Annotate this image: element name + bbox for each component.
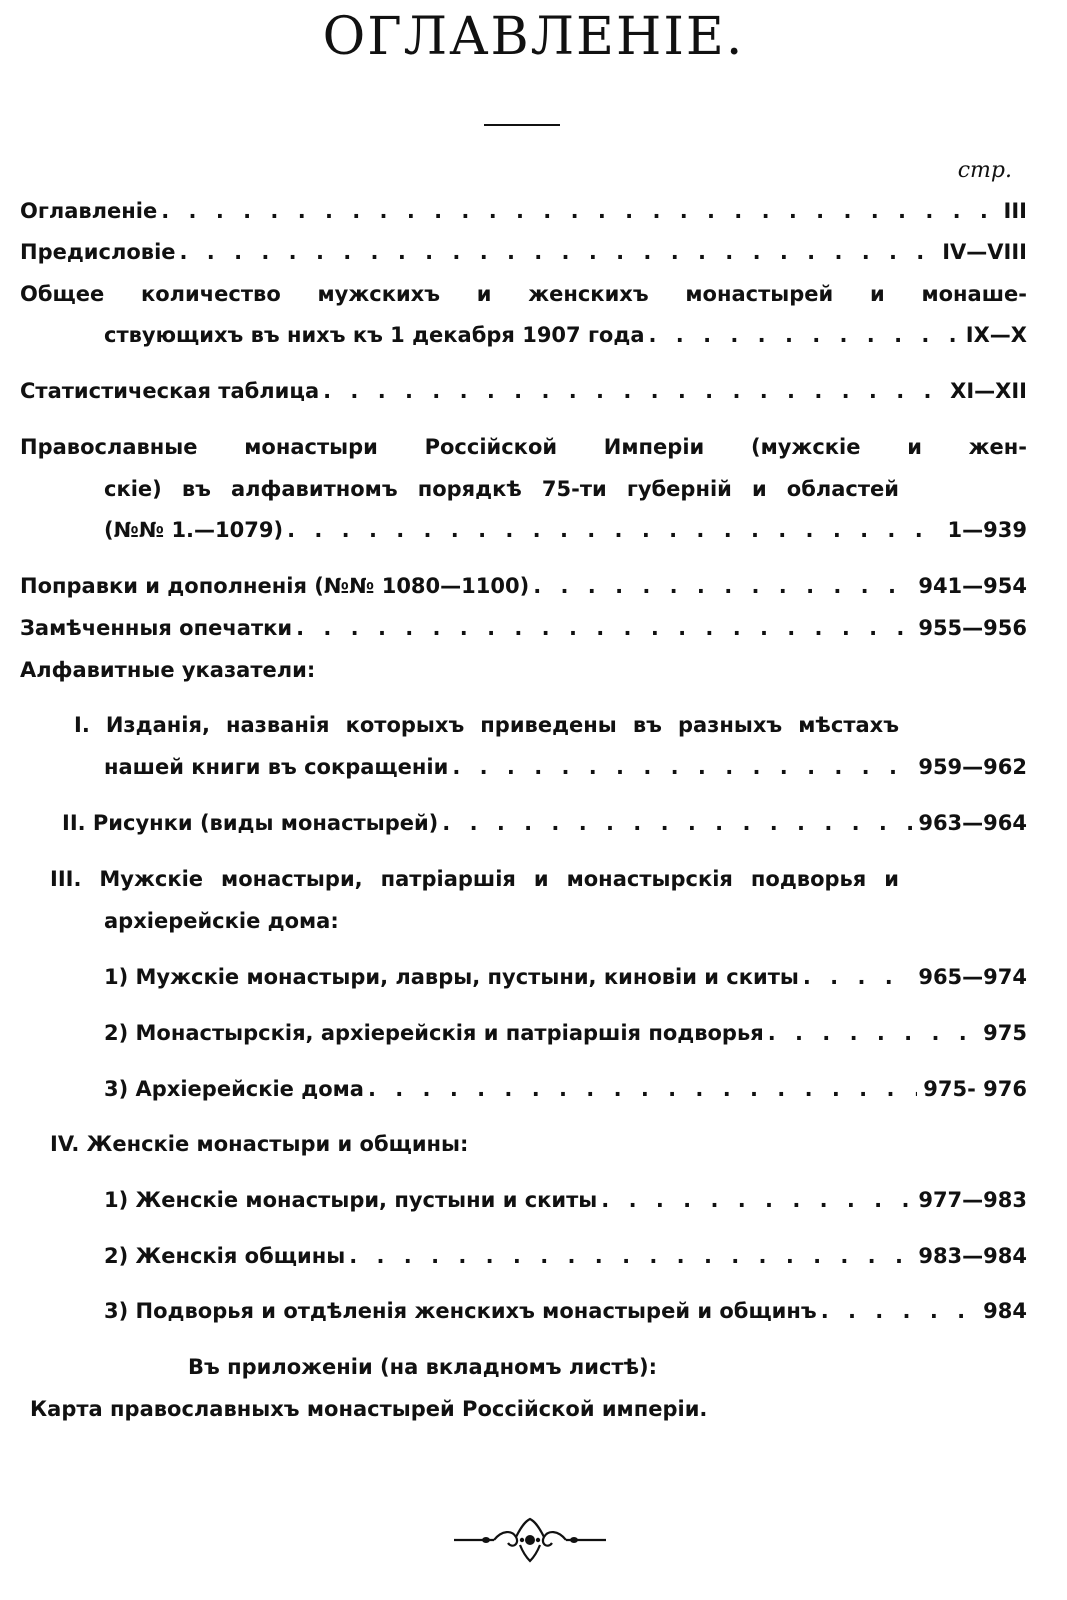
toc-entry-page: 984 [983,1299,1027,1323]
toc-entry-title: (№№ 1.—1079) [104,518,284,542]
toc-section-ukazateli: Алфавитные указатели: [20,658,316,682]
toc-entry-page: 975 [983,1021,1027,1045]
toc-entry-page: IV—VIII [942,240,1027,264]
toc-entry-i [104,751,1027,783]
toc-entry-title: Оглавленіе [20,199,158,223]
toc-entry-page: 983—984 [918,1244,1027,1268]
dot-leader [649,319,960,351]
toc-entry-title: 2) Монастырскія, архіерейскія и патріаршія подворья [104,1021,764,1045]
toc-entry-stat-tablica [20,375,1027,407]
toc-entry-page: 965—974 [918,965,1027,989]
toc-entry-iv-3 [104,1295,1027,1327]
toc-entry-title: 3) Подворья и отдѣленія женскихъ монастырей и общинъ [104,1299,817,1323]
toc-entry-title: Статистическая таблица [20,379,320,403]
toc-entry-iv-2 [104,1240,1027,1272]
toc-entry-title: Предисловіе [20,240,176,264]
toc-entry-iii-1 [104,961,1027,993]
toc-entry-title: 1) Женскіе монастыри, пустыни и скиты [104,1188,598,1212]
toc-entry-iii-line1: III. Мужскіе монастыри, патріаршія и монастырскія подворья и [50,867,899,891]
toc-entry-page: III [1003,199,1027,223]
toc-entry-page: IX—X [965,323,1027,347]
toc-entry-predislovie [20,236,1027,268]
dot-leader [768,1017,977,1049]
toc-entry-title: Поправки и дополненія (№№ 1080—1100) [20,574,530,598]
toc-entry-iii-3 [104,1073,1027,1105]
toc-entry-page: 963—964 [918,811,1027,835]
toc-entry-opechatki [20,612,1027,644]
toc-entry-title: 3) Архіерейскіе дома [104,1077,364,1101]
title-rule [484,124,560,126]
dot-leader [296,612,912,644]
toc-entry-iii-2 [104,1017,1027,1049]
toc-entry-oglavlenie [20,195,1027,227]
dot-leader [452,751,912,783]
toc-entry-pravoslavnye [104,514,1027,546]
toc-entry-iv: IV. Женскіе монастыри и общины: [50,1132,469,1156]
page-title: ОГЛАВЛЕНІЕ. [322,7,745,67]
toc-entry-pravoslavnye-line2: скіе) въ алфавитномъ порядкѣ 75-ти губерній и областей [104,477,899,501]
toc-entry-page: 955—956 [918,616,1027,640]
dot-leader [533,570,912,602]
toc-entry-obshchee-line1: Общее количество мужскихъ и женскихъ монастырей и монаше- [20,282,1027,306]
dot-leader [821,1295,977,1327]
toc-entry-iii-line2: архіерейскіе дома: [104,909,339,933]
toc-entry-title: II. Рисунки (виды монастырей) [62,811,439,835]
toc-entry-popravki [20,570,1027,602]
page-column-header: стр. [957,158,1012,183]
toc-entry-pravoslavnye-line1: Православные монастыри Россійской Имперіи (мужскіе и жен- [20,435,1027,459]
appendix-heading: Въ приложеніи (на вкладномъ листѣ): [188,1355,658,1379]
dot-leader [180,236,937,268]
appendix-item: Карта православныхъ монастырей Россійской имперіи. [30,1397,708,1421]
dot-leader [601,1184,912,1216]
dot-leader [287,514,941,546]
dot-leader [323,375,944,407]
toc-entry-page: 975- 976 [923,1077,1027,1101]
toc-entry-page: 1—939 [947,518,1027,542]
toc-entry-title: 1) Мужскіе монастыри, лавры, пустыни, киновіи и скиты [104,965,799,989]
toc-entry-ii [62,807,1027,839]
dot-leader [803,961,912,993]
toc-entry-page: 977—983 [918,1188,1027,1212]
dot-leader [368,1073,917,1105]
toc-entry-title: 2) Женскія общины [104,1244,346,1268]
toc-entry-title: ствующихъ въ нихъ къ 1 декабря 1907 года [104,323,645,347]
toc-entry-obshchee [104,319,1027,351]
toc-entry-page: XI—XII [950,379,1027,403]
toc-entry-page: 959—962 [918,755,1027,779]
toc-entry-title: нашей книги въ сокращеніи [104,755,449,779]
toc-entry-i-line1: I. Изданія, названія которыхъ приведены въ разныхъ мѣстахъ [74,713,899,737]
dot-leader [442,807,912,839]
dot-leader [161,195,997,227]
toc-entry-title: Замѣченныя опечатки [20,616,293,640]
ornament-icon [450,1515,610,1565]
dot-leader [349,1240,912,1272]
toc-entry-page: 941—954 [918,574,1027,598]
toc-entry-iv-1 [104,1184,1027,1216]
